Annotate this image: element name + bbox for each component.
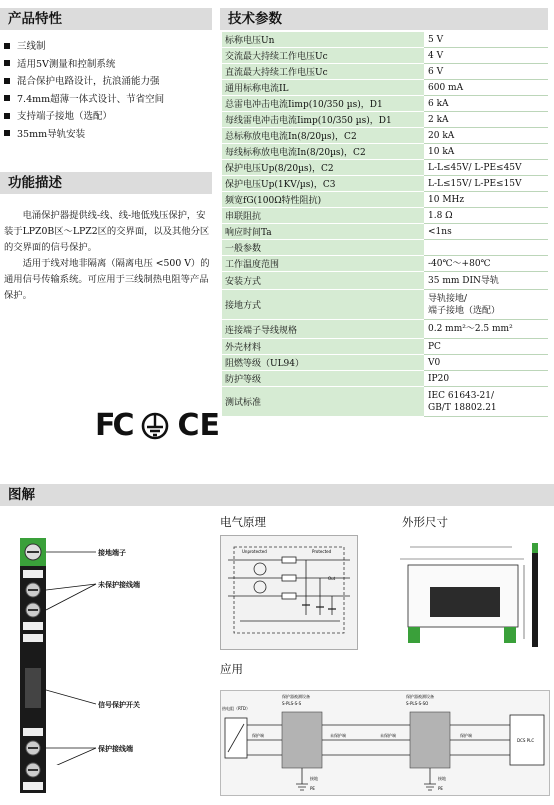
app-pe-label: PE	[310, 786, 315, 791]
features-title: 产品特性	[0, 8, 212, 30]
feature-item	[4, 91, 214, 109]
callout-lines	[46, 540, 106, 765]
spec-value: 10 kA	[424, 144, 548, 160]
callout-unprotected-terminal: 未保护接线端	[98, 581, 140, 589]
feature-text: 7.4mm超薄一体式设计、节省空间	[17, 93, 165, 105]
spec-row	[222, 176, 548, 192]
spec-key: 每线标称放电电流In(8/20µs)，C2	[222, 144, 424, 160]
spec-key: 安装方式	[222, 272, 424, 290]
app-pe-label-2: PE	[438, 786, 443, 791]
app-device2-model: S-PLS-S-SO	[406, 701, 429, 706]
spec-key: 总雷电冲击电流Iimp(10/350 µs)，D1	[222, 96, 424, 112]
spec-row	[222, 96, 548, 112]
fc-mark: FC	[95, 408, 132, 443]
spec-row	[222, 387, 548, 417]
spec-key: 保护电压Up(8/20µs)，C2	[222, 160, 424, 176]
callout-protection-switch: 信号保护开关	[98, 701, 140, 709]
spec-row	[222, 208, 548, 224]
spec-value: <1ns	[424, 224, 548, 240]
spec-key: 一般参数	[222, 240, 424, 256]
app-device2-label: 保护器被测设备	[406, 694, 434, 699]
feature-text: 三线制	[17, 41, 46, 52]
spec-row	[222, 160, 548, 176]
dimension-drawing	[400, 535, 550, 650]
spec-row	[222, 240, 548, 256]
features-list	[4, 38, 214, 144]
app-unprotect-label: 未保护端	[330, 733, 346, 738]
spec-value: L-L≤45V/ L-PE≤45V	[424, 160, 548, 176]
spec-value: V0	[424, 355, 548, 371]
spec-row	[222, 144, 548, 160]
spec-row	[222, 224, 548, 240]
spec-row	[222, 355, 548, 371]
app-protect-label: 保护端	[252, 733, 264, 738]
bullet-square-icon	[4, 43, 10, 49]
certification-marks	[95, 408, 220, 443]
spec-key: 阻燃等级（UL94）	[222, 355, 424, 371]
spec-key: 防护等级	[222, 371, 424, 387]
ground-symbol-icon	[140, 411, 170, 441]
feature-text: 35mm导轨安装	[17, 128, 86, 140]
spec-key: 工作温度范围	[222, 256, 424, 272]
spec-row	[222, 371, 548, 387]
module-front-view	[20, 538, 46, 793]
bullet-square-icon	[4, 130, 10, 136]
spec-key: 频宽fG(100Ω特性阻抗)	[222, 192, 424, 208]
spec-value: IP20	[424, 371, 548, 387]
spec-value: PC	[424, 339, 548, 355]
spec-value: 10 MHz	[424, 192, 548, 208]
feature-text: 适用5V测量和控制系统	[17, 58, 116, 70]
specs-title: 技术参数	[220, 8, 548, 30]
spec-value: 6 kA	[424, 96, 548, 112]
spec-value: 1.8 Ω	[424, 208, 548, 224]
app-protect-label-2: 保护端	[460, 733, 472, 738]
spec-row	[222, 112, 548, 128]
spec-row	[222, 32, 548, 48]
spec-key: 连接端子导线规格	[222, 320, 424, 339]
spec-row	[222, 48, 548, 64]
spec-row	[222, 272, 548, 290]
function-title: 功能描述	[0, 172, 212, 194]
spec-key: 外壳材料	[222, 339, 424, 355]
schematic-out-label: Out	[328, 576, 336, 581]
schematic-protected-label: Protected	[312, 549, 332, 554]
feature-text: 支持端子接地（选配）	[17, 111, 113, 123]
spec-row	[222, 256, 548, 272]
spec-row	[222, 64, 548, 80]
spec-value	[424, 240, 548, 256]
bullet-square-icon	[4, 113, 10, 119]
spec-value: 2 kA	[424, 112, 548, 128]
spec-value: -40℃～+80℃	[424, 256, 548, 272]
spec-value: 6 V	[424, 64, 548, 80]
spec-row	[222, 80, 548, 96]
ce-mark: CE	[177, 408, 221, 443]
app-sensor-label: 热电阻（RTD）	[222, 706, 251, 711]
spec-row	[222, 290, 548, 320]
schematic-unprotected-label: Unprotected	[242, 549, 267, 554]
app-device1-label: 保护器被测设备	[282, 694, 310, 699]
spec-value: 0.2 mm²～2.5 mm²	[424, 320, 548, 339]
spec-value: IEC 61643-21/ GB/T 18802.21	[424, 387, 548, 417]
spec-key: 交流最大持续工作电压Uc	[222, 48, 424, 64]
app-plc-label: DCS PLC	[517, 738, 535, 743]
electrical-schematic	[220, 535, 358, 650]
spec-key: 保护电压Up(1KV/µs)，C3	[222, 176, 424, 192]
function-paragraph-1: 电涌保护器提供线-线、线-地低残压保护，安装于LPZ0B区～LPZ2区的交界面，以及其他分区的交界面的信号保护。	[4, 210, 210, 253]
spec-key: 接地方式	[222, 290, 424, 320]
spec-key: 串联阻抗	[222, 208, 424, 224]
feature-item	[4, 108, 214, 126]
feature-item	[4, 126, 214, 144]
app-ground-label-2: 接地	[438, 776, 446, 781]
callout-ground-terminal: 接地端子	[98, 549, 126, 557]
spec-row	[222, 320, 548, 339]
spec-value: 20 kA	[424, 128, 548, 144]
spec-value: 4 V	[424, 48, 548, 64]
application-label: 应用	[220, 662, 243, 676]
feature-item	[4, 38, 214, 56]
spec-row	[222, 128, 548, 144]
app-device1-model: S-PLS-S-S	[282, 701, 302, 706]
spec-row	[222, 192, 548, 208]
spec-key: 直流最大持续工作电压Uc	[222, 64, 424, 80]
feature-item	[4, 56, 214, 74]
function-description	[4, 208, 212, 304]
function-paragraph-2: 适用于线对地非隔离（隔离电压 <500 V）的通用信号传输系统。可应用于三线制热电阻等产品保护。	[4, 258, 210, 301]
spec-row	[222, 339, 548, 355]
spec-key: 通用标称电流IL	[222, 80, 424, 96]
spec-value: 5 V	[424, 32, 548, 48]
spec-key: 标称电压Un	[222, 32, 424, 48]
callout-protected-terminal: 保护接线端	[98, 745, 133, 753]
feature-text: 混合保护电路设计，抗浪涌能力强	[17, 76, 160, 88]
spec-key: 总标称放电电流In(8/20µs)，C2	[222, 128, 424, 144]
spec-key: 每线雷电冲击电流Iimp(10/350 µs)，D1	[222, 112, 424, 128]
spec-value: 导轨接地/ 端子接地（选配）	[424, 290, 548, 320]
bullet-square-icon	[4, 60, 10, 66]
app-unprotect-label-2: 未保护端	[380, 733, 396, 738]
spec-key: 响应时间Ta	[222, 224, 424, 240]
bullet-square-icon	[4, 78, 10, 84]
app-ground-label: 接地	[310, 776, 318, 781]
spec-value: 35 mm DIN导轨	[424, 272, 548, 290]
specs-table	[222, 32, 548, 417]
spec-key: 测试标准	[222, 387, 424, 417]
dimensions-label: 外形尺寸	[402, 515, 448, 529]
spec-value: L-L≤15V/ L-PE≤15V	[424, 176, 548, 192]
feature-item	[4, 73, 214, 91]
diagrams-title: 图解	[0, 484, 554, 506]
electrical-principle-label: 电气原理	[220, 515, 266, 529]
application-diagram	[220, 690, 550, 796]
spec-value: 600 mA	[424, 80, 548, 96]
bullet-square-icon	[4, 95, 10, 101]
